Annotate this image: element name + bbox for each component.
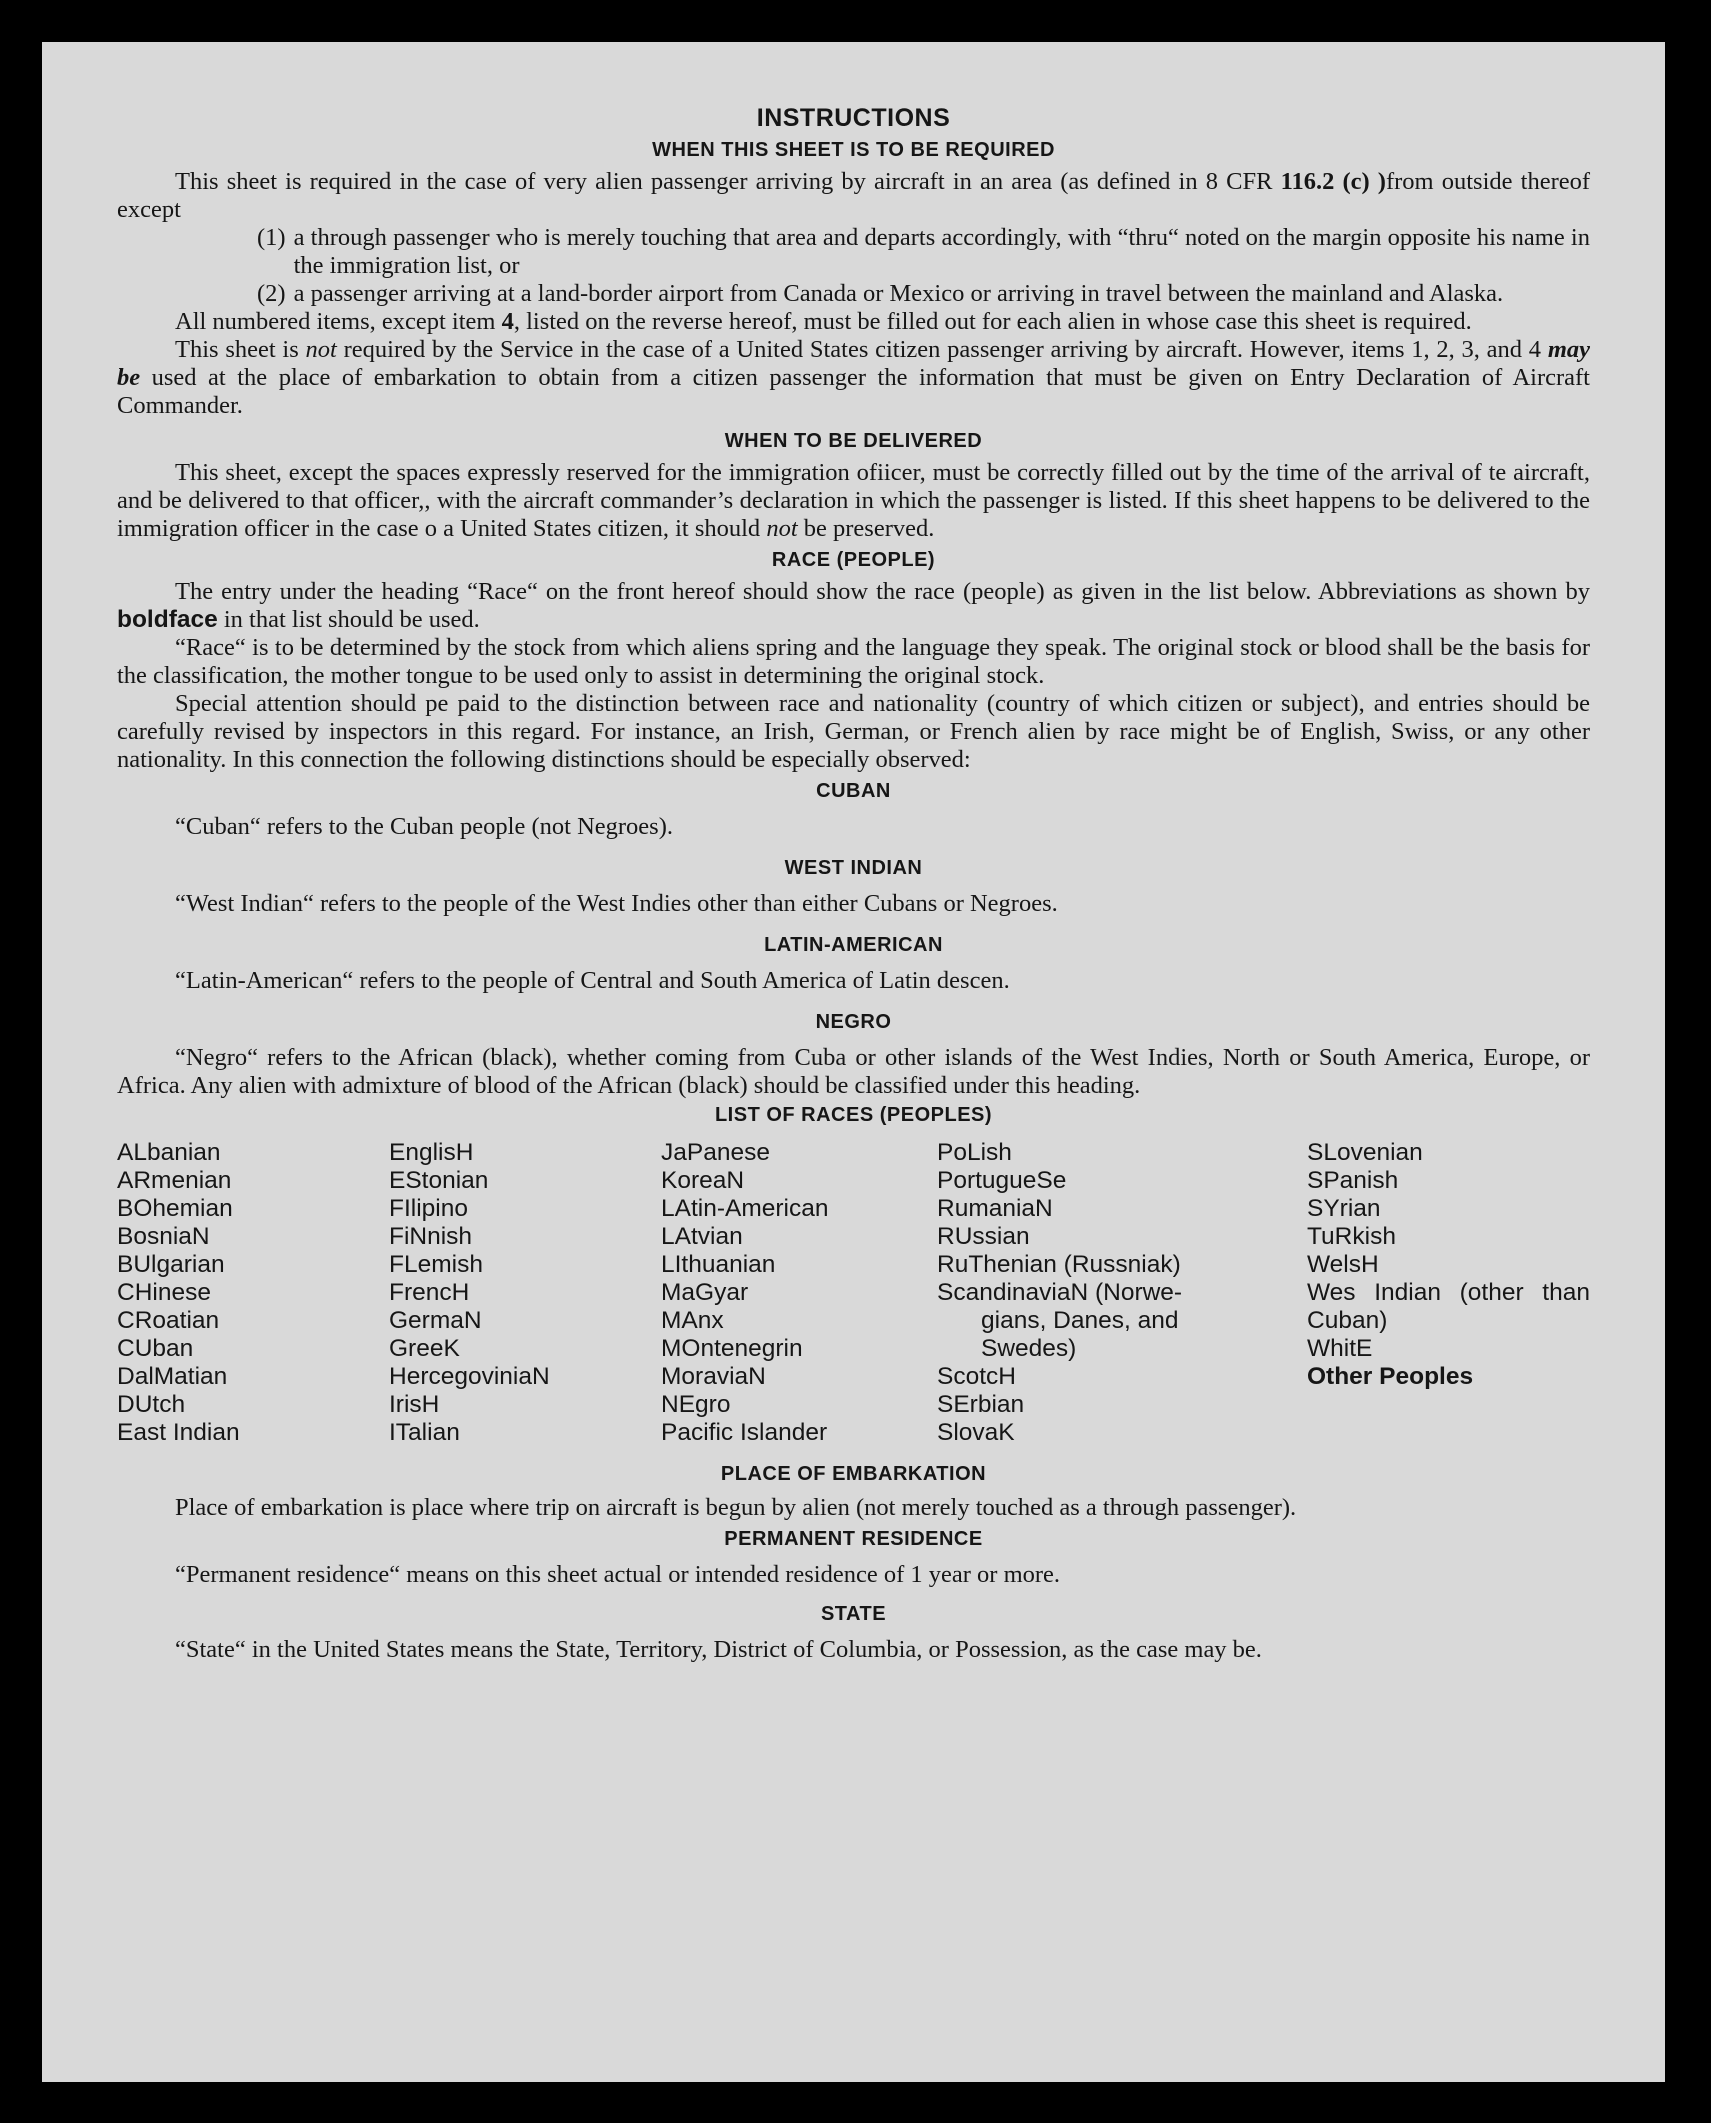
heading-list-of-races: LIST OF RACES (PEOPLES) xyxy=(714,1104,993,1126)
race-entry: Pacific Islander xyxy=(661,1419,828,1446)
paragraph-negro: “Negro“ refers to the African (black), whether coming from Cuba or other islands of the West Indies, North or South America, Europe, or Africa. Any alien with admixture of blood of the African (black) should be classified under this heading. xyxy=(117,1044,1590,1099)
race-entry: CRoatian xyxy=(117,1307,220,1334)
text-segment: be preserved. xyxy=(797,515,935,542)
item-text: a passenger arriving at a land-border airport from Canada or Mexico or arriving in travel between the mainland and Alaska. xyxy=(293,280,1504,307)
paragraph-race-distinction: Special attention should pe paid to the distinction between race and nationality (country of which citizen or subject), and entries should be carefully revised by inspectors in this regard. For instance, an Irish, German, or French alien by race might be of English, Swiss, or any other nationality. In this connection the following distinctions should be especially observed: xyxy=(117,690,1590,773)
race-entry: RumaniaN xyxy=(937,1195,1053,1222)
race-entry: ALbanian xyxy=(117,1139,221,1166)
race-column-3 xyxy=(661,1139,937,1447)
paragraph-citizen xyxy=(117,336,1590,420)
race-entry: gians, Danes, and xyxy=(981,1307,1179,1334)
race-entry: GermaN xyxy=(389,1307,482,1334)
item-text: a through passenger who is merely touching that area and departs accordingly, with “thru“ noted on the margin opposite his name in the immigration list, or xyxy=(293,224,1590,279)
race-entry: WelsH xyxy=(1307,1251,1379,1278)
race-column-4-continuation xyxy=(937,1307,1307,1363)
race-entry: NEgro xyxy=(661,1391,731,1418)
race-entry: MoraviaN xyxy=(661,1363,766,1390)
text-segment: very alien passenger arriving by aircraft in an area (as defined in 8 CFR xyxy=(543,168,1281,195)
heading-negro: NEGRO xyxy=(815,1011,892,1033)
race-entry: MaGyar xyxy=(661,1279,749,1306)
race-entry: ITalian xyxy=(389,1419,460,1446)
heading-permanent-residence: PERMANENT RESIDENCE xyxy=(724,1528,983,1550)
race-column-4-group-b xyxy=(937,1363,1307,1447)
race-entry: LAtin-American xyxy=(661,1195,829,1222)
emphasis-text: not xyxy=(305,336,337,363)
race-entry: IrisH xyxy=(389,1391,440,1418)
race-entry: ARmenian xyxy=(117,1167,232,1194)
paragraph-race-entry xyxy=(117,578,1590,634)
document-page xyxy=(42,42,1665,2082)
heading-west-indian: WEST INDIAN xyxy=(784,857,923,879)
race-entry: SErbian xyxy=(937,1391,1025,1418)
race-entry-west-indian: Wes Indian (other than Cuban) xyxy=(1307,1279,1590,1334)
race-entry: MOntenegrin xyxy=(661,1335,803,1362)
paragraph-race-stock: “Race“ is to be determined by the stock from which aliens spring and the language they speak. The original stock or blood shall be the basis for the classification, the mother tongue to be used only to assist in determining the original stock. xyxy=(117,634,1590,689)
race-entry: SlovaK xyxy=(937,1419,1015,1446)
paragraph-state: “State“ in the United States means the State, Territory, District of Columbia, or Possession, as the case may be. xyxy=(175,1636,1262,1663)
paragraph-latin-american: “Latin-American“ refers to the people of Central and South America of Latin descen. xyxy=(175,967,1010,994)
boldface-word: boldface xyxy=(117,606,218,633)
race-entry: PoLish xyxy=(937,1139,1012,1166)
heading-race: RACE (PEOPLE) xyxy=(771,549,936,571)
paragraph-west-indian: “West Indian“ refers to the people of the West Indies other than either Cubans or Negroes. xyxy=(175,890,1058,917)
race-column-1 xyxy=(117,1139,389,1447)
race-entry: Swedes) xyxy=(981,1335,1077,1362)
race-entry: FLemish xyxy=(389,1251,483,1278)
race-entry: JaPanese xyxy=(661,1139,770,1166)
race-entry: MAnx xyxy=(661,1307,724,1334)
race-entry: WhitE xyxy=(1307,1335,1373,1362)
race-entry: LIthuanian xyxy=(661,1251,776,1278)
race-entry: EStonian xyxy=(389,1167,489,1194)
cfr-citation: 116.2 (c) ) xyxy=(1280,168,1386,195)
paragraph-cuban: “Cuban“ refers to the Cuban people (not Negroes). xyxy=(175,813,673,840)
race-entry: PortugueSe xyxy=(937,1167,1067,1194)
item-reference: 4 xyxy=(501,308,514,335)
paragraph-embarkation: Place of embarkation is place where trip on aircraft is begun by alien (not merely touched as a through passenger). xyxy=(175,1494,1297,1521)
race-list xyxy=(117,1139,1590,1447)
heading-cuban: CUBAN xyxy=(816,780,891,802)
race-entry: FIlipino xyxy=(389,1195,468,1222)
text-segment: The entry under the heading “Race“ on the front hereof should show the race (people) as given in the list below. Abbreviations as shown by xyxy=(175,578,1590,605)
item-number: (2) xyxy=(257,280,286,307)
paragraph-required-intro xyxy=(117,168,1590,224)
race-entry: FiNnish xyxy=(389,1223,473,1250)
race-entry: East Indian xyxy=(117,1419,240,1446)
race-entry: HercegoviniaN xyxy=(389,1363,550,1390)
exception-item-2 xyxy=(117,280,1590,308)
text-segment: in that list should be used. xyxy=(217,606,480,633)
race-entry: ScandinaviaN (Norwe- xyxy=(937,1279,1183,1306)
race-entry: SPanish xyxy=(1307,1167,1399,1194)
race-entry: TuRkish xyxy=(1307,1223,1396,1250)
race-entry: EnglisH xyxy=(389,1139,474,1166)
item-number: (1) xyxy=(257,224,286,251)
race-entry: SLovenian xyxy=(1307,1139,1423,1166)
race-entry: LAtvian xyxy=(661,1223,743,1250)
race-column-5-group-b xyxy=(1307,1335,1590,1363)
race-entry-other-peoples: Other Peoples xyxy=(1307,1363,1474,1390)
paragraph-delivered xyxy=(117,459,1590,543)
heading-when-delivered: WHEN TO BE DELIVERED xyxy=(724,430,983,452)
race-entry: GreeK xyxy=(389,1335,460,1362)
race-entry: BOhemian xyxy=(117,1195,233,1222)
text-segment: used at the place of embarkation to obtain from a citizen passenger the information that must be given on Entry Declaration of Aircraft Commander. xyxy=(117,364,1590,419)
page-title: INSTRUCTIONS xyxy=(756,104,951,132)
exception-item-1 xyxy=(117,224,1590,280)
race-entry: KoreaN xyxy=(661,1167,745,1194)
race-entry: RUssian xyxy=(937,1223,1030,1250)
emphasis-text: may be xyxy=(117,336,1590,391)
race-column-4-group-a xyxy=(937,1139,1307,1307)
race-entry: BUlgarian xyxy=(117,1251,225,1278)
race-entry: FrencH xyxy=(389,1279,470,1306)
race-entry: BosniaN xyxy=(117,1223,210,1250)
race-column-5-group-a xyxy=(1307,1139,1590,1279)
race-entry: RuThenian (Russniak) xyxy=(937,1251,1181,1278)
text-segment: required by the Service in the case of a United States citizen passenger arriving by aircraft. However, items 1, 2, 3, and 4 xyxy=(336,336,1548,363)
race-entry: CHinese xyxy=(117,1279,211,1306)
text-segment: , listed on the reverse hereof, must be filled out for each alien in whose case this sheet is required. xyxy=(513,308,1472,335)
emphasis-text: not xyxy=(766,515,798,542)
race-column-5 xyxy=(1307,1139,1590,1447)
paragraph-permanent-residence: “Permanent residence“ means on this sheet actual or intended residence of 1 year or more. xyxy=(175,1561,1061,1588)
heading-state: STATE xyxy=(820,1603,887,1625)
race-entry: DUtch xyxy=(117,1391,186,1418)
text-segment: from outside thereof except xyxy=(117,168,1591,223)
paragraph-numbered-items xyxy=(117,308,1590,336)
race-entry: CUban xyxy=(117,1335,194,1362)
race-column-4 xyxy=(937,1139,1307,1447)
heading-latin-american: LATIN-AMERICAN xyxy=(764,934,943,956)
text-segment: This sheet is required in the case of xyxy=(175,168,544,195)
race-entry: SYrian xyxy=(1307,1195,1381,1222)
heading-when-required: WHEN THIS SHEET IS TO BE REQUIRED xyxy=(652,139,1055,161)
text-segment: All numbered items, except item xyxy=(175,308,502,335)
race-entry: ScotcH xyxy=(937,1363,1016,1390)
heading-embarkation: PLACE OF EMBARKATION xyxy=(720,1463,987,1485)
text-segment: This sheet is xyxy=(175,336,306,363)
text-segment: This sheet, except the spaces expressly reserved for the immigration ofiicer, must be correctly filled out by the time of the arrival of te aircraft, and be delivered to that officer,, with the aircraft commander’s declaration in which the passenger is listed. If this sheet happens to be delivered to the immigration officer in the case o a United States citizen, it should xyxy=(117,459,1590,542)
race-column-2 xyxy=(389,1139,661,1447)
race-entry: DalMatian xyxy=(117,1363,228,1390)
